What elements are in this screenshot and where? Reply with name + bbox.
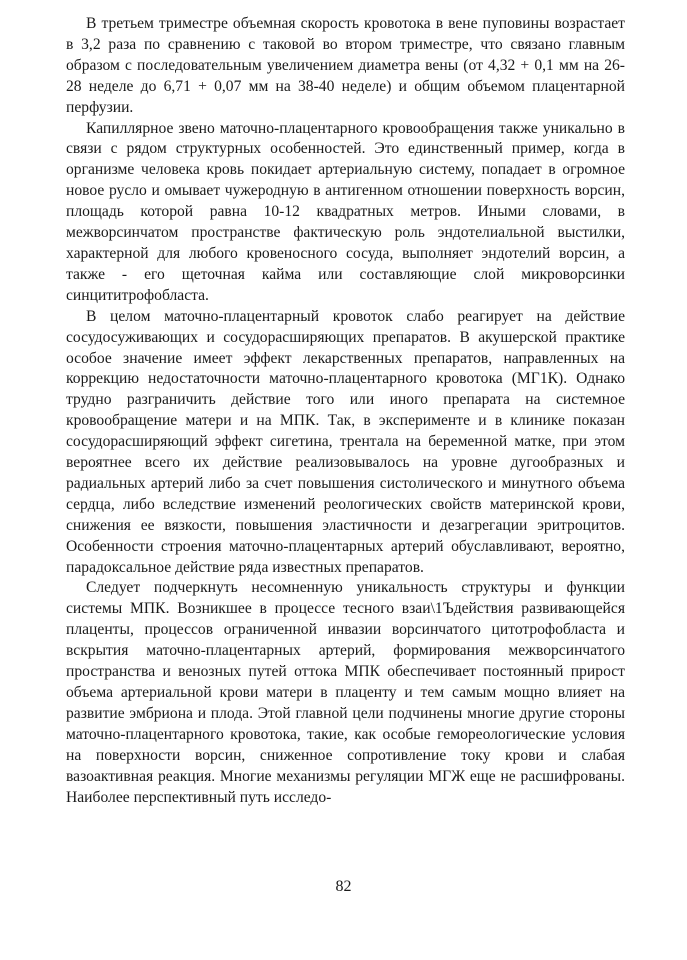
paragraph-4: Следует подчеркнуть несомненную уникальность структуры и функции системы МПК. Возникшее в процессе тесного взаи\1Ъдействия развивающейся плаценты, процессов ограниченной инвазии ворсинчатого цитотрофобласта и вскрытия маточно-плацентарных артерий, формирования межворсинчатого пространства и венозных путей оттока МПК обеспечивает постоянный прирост объема артериальной крови матери в плаценту и тем самым мощно влияет на развитие эмбриона и плода. Этой главной цели подчинены многие другие стороны маточно-плацентарного кровотока, такие, как особые гемореологические условия на поверхности ворсин, сниженное сопротивление току крови и слабая вазоактивная реакция. Многие механизмы регуляции МГЖ еще не расшифрованы. Наиболее перспективный путь исследо- <box>66 579 625 806</box>
paragraph-1: В третьем триместре объемная скорость кровотока в вене пуповины возрастает в 3,2 раза по сравнению с таковой во втором триместре, что связано главным образом с последовательным увеличением диаметра вены (от 4,32 + 0,1 мм на 26-28 неделе до 6,71 + 0,07 мм на 38-40 неделе) и общим объемом плацентарной перфузии. <box>66 15 625 116</box>
paragraph-2: Капиллярное звено маточно-плацентарного кровообращения также уникально в связи с рядом структурных особенностей. Это единственный пример, когда в организме человека кровь покидает артериальную систему, попадает в огромное новое русло и омывает чужеродную в антигенном отношении поверхность ворсин, площадь которой равна 10-12 квадратных метров. Иными словами, в межворсинчатом пространстве фактическую роль эндотелиальной выстилки, характерной для любого кровеносного сосуда, выполняет эндотелий ворсин, а также - его щеточная кайма или составляющие слой микроворсинки синцититрофобласта. <box>66 119 625 304</box>
body-text <box>66 14 625 808</box>
paragraph-3: В целом маточно-плацентарный кровоток слабо реагирует на действие сосудосуживающих и сосудорасширяющих препаратов. В акушерской практике особое значение имеет эффект лекарственных препаратов, направленных на коррекцию недостаточности маточно-плацентарного кровотока (МГ1К). Однако трудно разграничить действие того или иного препарата на системное кровообращение матери и на МПК. Так, в эксперименте и в клинике показан сосудорасширяющий эффект сигетина, трентала на беременной матке, при этом вероятнее всего их действие реализовывалось на уровне дугообразных и радиальных артерий либо за счет повышения систолического и минутного объема сердца, либо вследствие изменений реологических свойств материнской крови, снижения ее вязкости, повышения эластичности и дезагрегации эритроцитов. Особенности строения маточно-плацентарных артерий обуславливают, вероятно, парадоксальное действие ряда известных препаратов. <box>66 307 625 576</box>
page-number: 82 <box>335 878 352 895</box>
